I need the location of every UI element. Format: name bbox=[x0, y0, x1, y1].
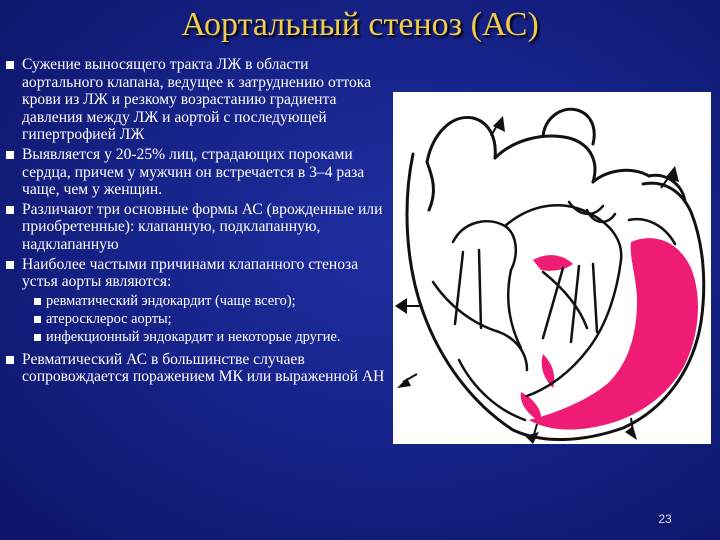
heart-cross-section-icon bbox=[393, 92, 711, 444]
page-number: 23 bbox=[658, 512, 672, 526]
heart-illustration bbox=[393, 92, 711, 444]
sub-bullet-marker-icon bbox=[34, 316, 41, 323]
slide-title: Аортальный стеноз (АС) bbox=[181, 6, 539, 43]
bullet-marker-icon bbox=[6, 206, 14, 214]
slide-content bbox=[6, 56, 392, 388]
bullet-item bbox=[6, 256, 392, 291]
sub-bullet-marker-icon bbox=[34, 298, 41, 305]
bullet-text: Сужение выносящего тракта ЛЖ в области аортального клапана, ведущее к затруднению оттока крови из ЛЖ и резкому возрастанию градиента давления между ЛЖ и аортой с последующей гипертрофией ЛЖ bbox=[22, 56, 372, 144]
bullet-text: Выявляется у 20-25% лиц, страдающих пороками сердца, причем у мужчин он встречается в 3–4 раза чаще, чем у женщин. bbox=[22, 145, 365, 199]
sub-bullet-item bbox=[20, 311, 392, 327]
bullet-marker-icon bbox=[6, 61, 14, 69]
bullet-item bbox=[6, 146, 392, 199]
bullet-item bbox=[6, 201, 392, 254]
bullet-marker-icon bbox=[6, 151, 14, 159]
bullet-item bbox=[6, 351, 392, 386]
sub-bullet-text: инфекционный эндокардит и некоторые другие. bbox=[46, 328, 341, 345]
sub-bullet-text: атеросклерос аорты; bbox=[46, 310, 172, 327]
bullet-marker-icon bbox=[6, 261, 14, 269]
sub-bullet-item bbox=[20, 329, 392, 345]
bullet-item bbox=[6, 56, 392, 144]
bullet-text: Ревматический АС в большинстве случаев сопровождается поражением МК или выраженной АН bbox=[22, 350, 385, 386]
sub-bullet-text: ревматический эндокардит (чаще всего); bbox=[46, 292, 296, 309]
bullet-text: Наиболее частыми причинами клапанного стеноза устья аорты являются: bbox=[22, 255, 359, 291]
bullet-marker-icon bbox=[6, 356, 14, 364]
sub-bullet-marker-icon bbox=[34, 334, 41, 341]
bullet-text: Различают три основные формы АС (врожденные или приобретенные): клапанную, подклапанную, надклапанную bbox=[22, 200, 383, 253]
sub-bullet-item bbox=[20, 293, 392, 309]
